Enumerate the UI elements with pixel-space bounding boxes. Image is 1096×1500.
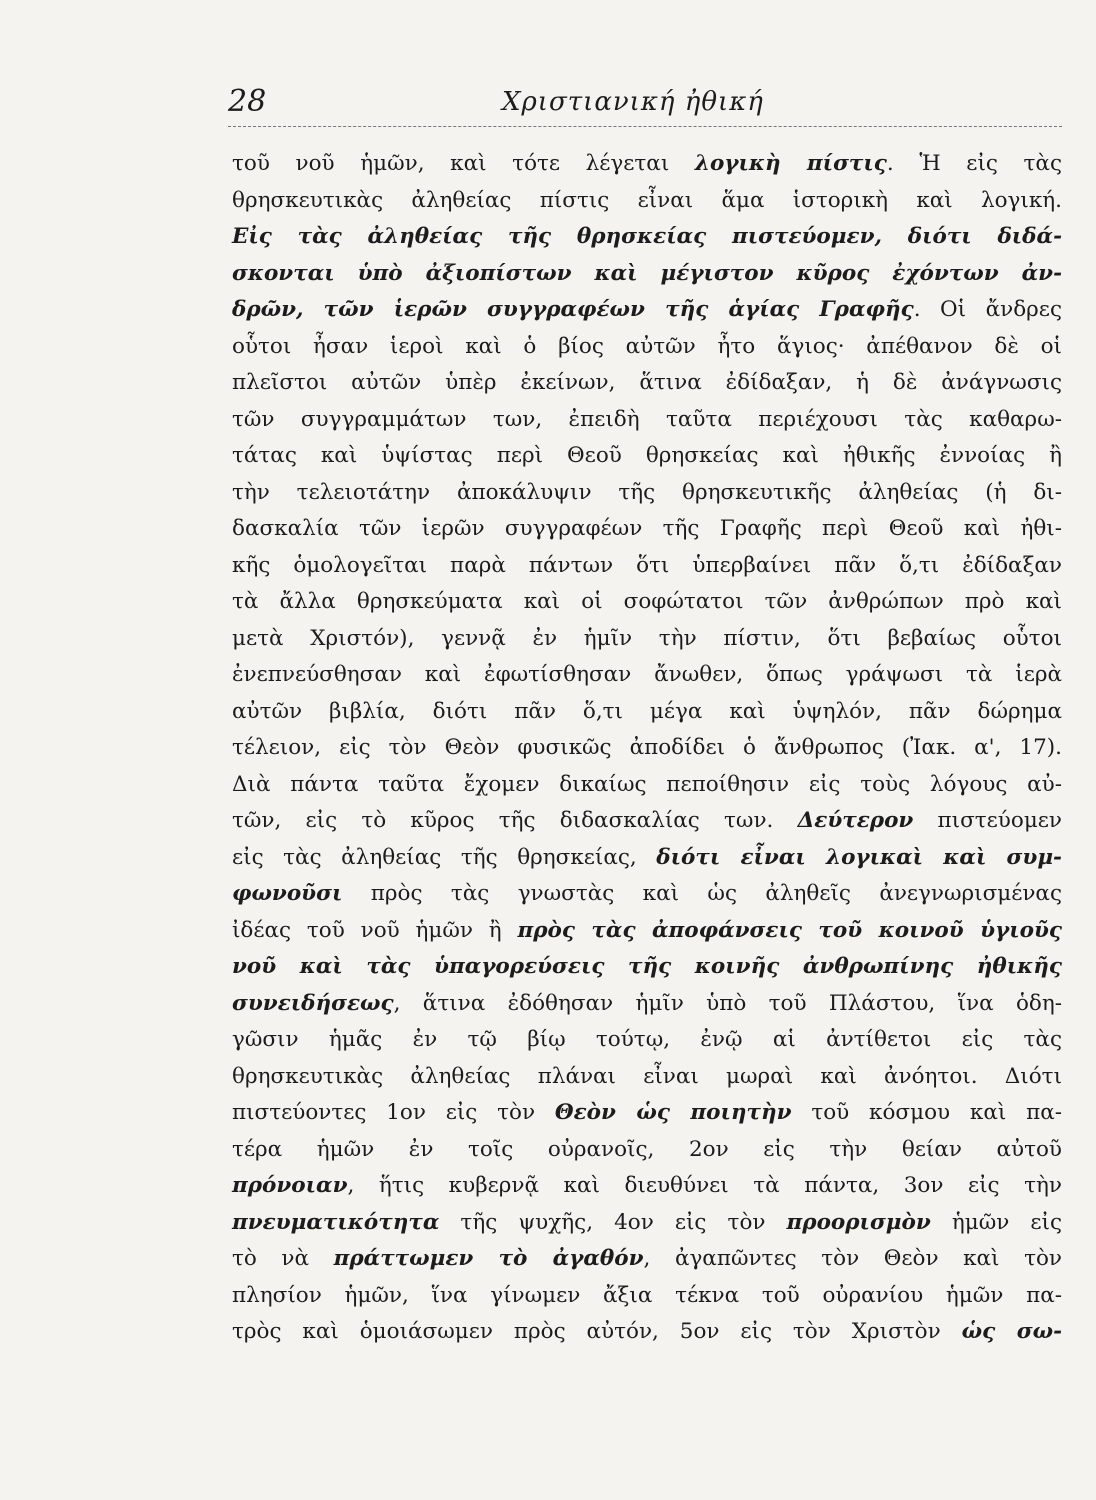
- text-line: [232, 584, 1062, 621]
- text-line: [232, 1278, 1062, 1315]
- text-segment: θρησκευτικὰς ἀληθείας πλάναι εἶναι μωραὶ καὶ ἀνόητοι. Διότι: [232, 1063, 1062, 1089]
- text-segment: ἰδέας τοῦ νοῦ ἡμῶν ἢ: [232, 917, 518, 943]
- text-line: [232, 1168, 1062, 1205]
- text-line: [232, 256, 1062, 293]
- text-segment: τοῦ κόσμου καὶ πα-: [791, 1100, 1063, 1125]
- text-line: [232, 1241, 1062, 1278]
- text-line: [232, 1132, 1062, 1169]
- text-segment: Διὰ πάντα ταῦτα ἔχομεν δικαίως πεποίθησιν εἰς τοὺς λόγους αὐ-: [232, 771, 1062, 797]
- text-segment: γῶσιν ἡμᾶς ἐν τῷ βίῳ τούτῳ, ἐνῷ αἱ ἀντίθετοι εἰς τὰς: [232, 1027, 1062, 1052]
- text-line: [232, 402, 1062, 439]
- text-segment: ἡμῶν εἰς: [930, 1209, 1063, 1235]
- text-line: [232, 183, 1062, 220]
- text-segment: δασκαλία τῶν ἱερῶν συγγραφέων τῆς Γραφῆς περὶ Θεοῦ καὶ ἠθι-: [232, 516, 1062, 541]
- emphasized-text: πράττωμεν τὸ ἀγαθόν: [333, 1246, 644, 1271]
- text-line: [232, 511, 1062, 548]
- text-segment: τέλειον, εἰς τὸν Θεὸν φυσικῶς ἀποδίδει ὁ ἄνθρωπος (Ἰακ. α', 17).: [232, 735, 1062, 760]
- text-segment: τέρα ἡμῶν ἐν τοῖς οὐρανοῖς, 2ον εἰς τὴν θείαν αὐτοῦ: [232, 1136, 1062, 1162]
- text-line: [232, 365, 1062, 402]
- emphasized-text: διότι εἶναι λογικαὶ καὶ συμ-: [656, 844, 1062, 870]
- text-line: [232, 1022, 1062, 1059]
- text-line: [232, 803, 1062, 840]
- text-line: [232, 292, 1062, 329]
- emphasized-text: πνευματικότητα: [232, 1209, 440, 1235]
- text-segment: πλεῖστοι αὐτῶν ὑπὲρ ἐκείνων, ἅτινα ἐδίδαξαν, ἡ δὲ ἀνάγνωσις: [232, 370, 1062, 395]
- text-segment: οὗτοι ἦσαν ἱεροὶ καὶ ὁ βίος αὐτῶν ἦτο ἅγιος· ἀπέθανον δὲ οἱ: [232, 333, 1062, 359]
- text-segment: ἐνεπνεύσθησαν καὶ ἐφωτίσθησαν ἄνωθεν, ὅπως γράψωσι τὰ ἱερὰ: [232, 662, 1062, 687]
- emphasized-text: δρῶν, τῶν ἱερῶν συγγραφέων τῆς ἁγίας Γραφῆς: [232, 297, 914, 322]
- text-line: [232, 986, 1062, 1023]
- header-rule: [228, 126, 1062, 127]
- page-number: 28: [228, 84, 267, 119]
- text-line: [232, 876, 1062, 913]
- text-segment: θρησκευτικὰς ἀληθείας πίστις εἶναι ἅμα ἱστορικὴ καὶ λογική.: [232, 187, 1062, 213]
- text-segment: πιστεύοντες 1ον εἰς τὸν: [232, 1100, 555, 1125]
- text-line: [232, 1314, 1062, 1351]
- text-line: [232, 767, 1062, 804]
- text-line: [232, 657, 1062, 694]
- text-segment: , ἀγαπῶντες τὸν Θεὸν καὶ τὸν: [643, 1246, 1062, 1271]
- text-segment: τοῦ νοῦ ἡμῶν, καὶ τότε λέγεται: [232, 151, 695, 176]
- text-line: [232, 730, 1062, 767]
- text-line: [232, 840, 1062, 877]
- running-title: Χριστιανική ἠθική: [502, 87, 764, 117]
- text-line: [232, 146, 1062, 183]
- emphasized-text: Εἰς τὰς ἀληθείας τῆς θρησκείας πιστεύομεν, διότι διδά-: [232, 224, 1062, 249]
- text-segment: τρὸς καὶ ὁμοιάσωμεν πρὸς αὐτόν, 5ον εἰς τὸν Χριστὸν: [232, 1319, 962, 1344]
- emphasized-text: Θεὸν ὡς ποιητὴν: [554, 1100, 792, 1125]
- emphasized-text: ὡς σω-: [961, 1319, 1063, 1344]
- text-segment: τῆς ψυχῆς, 4ον εἰς τὸν: [439, 1209, 787, 1235]
- text-segment: . Ἡ εἰς τὰς: [886, 151, 1062, 176]
- text-segment: εἰς τὰς ἀληθείας τῆς θρησκείας,: [232, 844, 657, 870]
- text-line: [232, 329, 1062, 366]
- text-line: [232, 913, 1062, 950]
- text-segment: τῶν, εἰς τὸ κῦρος τῆς διδασκαλίας των.: [232, 808, 798, 833]
- emphasized-text: Δεύτερον: [797, 808, 914, 833]
- text-line: [232, 621, 1062, 658]
- text-segment: . Οἱ ἄνδρες: [913, 297, 1062, 322]
- text-segment: κῆς ὁμολογεῖται παρὰ πάντων ὅτι ὑπερβαίνει πᾶν ὅ,τι ἐδίδαξαν: [232, 552, 1062, 578]
- text-segment: , ἥτις κυβερνᾷ καὶ διευθύνει τὰ πάντα, 3ον εἰς τὴν: [347, 1173, 1062, 1198]
- emphasized-text: φωνοῦσι: [232, 881, 343, 906]
- emphasized-text: προορισμὸν: [786, 1209, 931, 1235]
- text-segment: τὰ ἄλλα θρησκεύματα καὶ οἱ σοφώτατοι τῶν ἀνθρώπων πρὸ καὶ: [232, 589, 1062, 614]
- emphasized-text: σκονται ὑπὸ ἀξιοπίστων καὶ μέγιστον κῦρος ἐχόντων ἀν-: [232, 260, 1062, 286]
- emphasized-text: συνειδήσεως: [232, 990, 394, 1016]
- text-line: [232, 949, 1062, 986]
- text-line: [232, 475, 1062, 512]
- text-line: [232, 1095, 1062, 1132]
- text-segment: τὴν τελειοτάτην ἀποκάλυψιν τῆς θρησκευτικῆς ἀληθείας (ἡ δι-: [232, 479, 1062, 505]
- text-segment: τάτας καὶ ὑψίστας περὶ Θεοῦ θρησκείας καὶ ἠθικῆς ἐννοίας ἢ: [232, 443, 1062, 468]
- emphasized-text: λογικὴ πίστις: [694, 151, 887, 176]
- emphasized-text: πρόνοιαν: [232, 1173, 348, 1198]
- text-segment: πρὸς τὰς γνωστὰς καὶ ὡς ἀληθεῖς ἀνεγνωρισμένας: [342, 881, 1062, 906]
- emphasized-text: νοῦ καὶ τὰς ὑπαγορεύσεις τῆς κοινῆς ἀνθρωπίνης ἠθικῆς: [232, 954, 1062, 979]
- body-text: [232, 146, 1062, 1351]
- text-line: [232, 1059, 1062, 1096]
- text-segment: αὐτῶν βιβλία, διότι πᾶν ὅ,τι μέγα καὶ ὑψηλόν, πᾶν δώρημα: [232, 698, 1062, 724]
- text-segment: μετὰ Χριστόν), γεννᾷ ἐν ἡμῖν τὴν πίστιν, ὅτι βεβαίως οὗτοι: [232, 625, 1062, 651]
- emphasized-text: πρὸς τὰς ἀποφάνσεις τοῦ κοινοῦ ὑγιοῦς: [517, 917, 1062, 943]
- text-segment: τὸ νὰ: [232, 1246, 334, 1271]
- text-segment: πιστεύομεν: [913, 808, 1062, 833]
- text-segment: πλησίον ἡμῶν, ἵνα γίνωμεν ἄξια τέκνα τοῦ οὐρανίου ἡμῶν πα-: [232, 1282, 1062, 1308]
- text-line: [232, 438, 1062, 475]
- text-segment: , ἅτινα ἐδόθησαν ἡμῖν ὑπὸ τοῦ Πλάστου, ἵνα ὁδη-: [393, 990, 1062, 1016]
- text-line: [232, 694, 1062, 731]
- text-segment: τῶν συγγραμμάτων των, ἐπειδὴ ταῦτα περιέχουσι τὰς καθαρω-: [232, 406, 1062, 432]
- text-line: [232, 548, 1062, 585]
- text-line: [232, 1205, 1062, 1242]
- page-header: [228, 84, 1058, 124]
- text-line: [232, 219, 1062, 256]
